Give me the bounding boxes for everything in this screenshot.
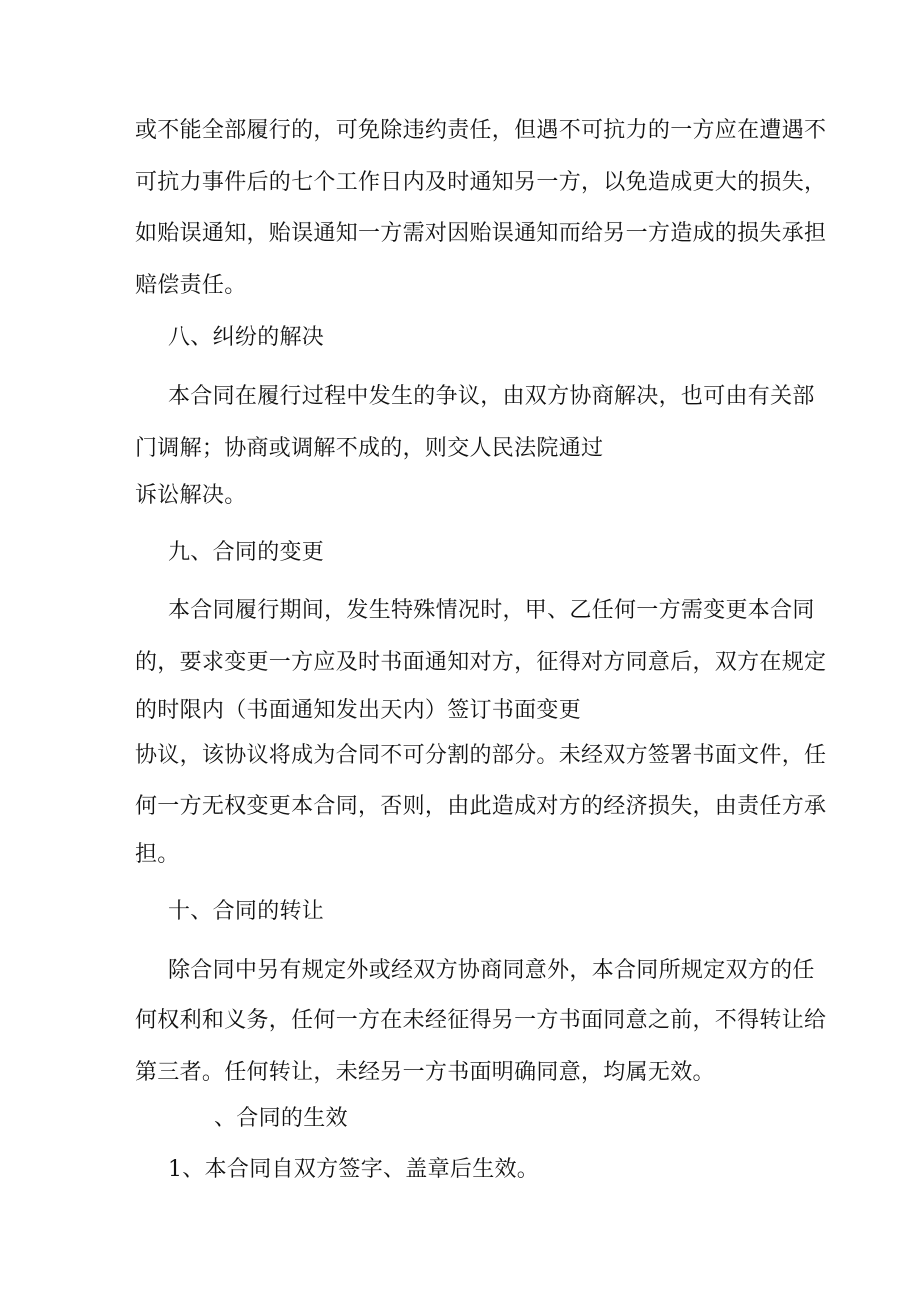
body-text-line: 何权利和义务，任何一方在未经征得另一方书面同意之前，不得转让给 [135,1008,827,1033]
body-text-line: 除合同中另有规定外或经双方协商同意外，本合同所规定双方的任 [168,958,815,983]
body-text-line: 的时限内（书面通知发出天内）签订书面变更 [135,698,582,723]
body-text-line: 或不能全部履行的，可免除违约责任，但遇不可抗力的一方应在遭遇不 [135,118,827,143]
body-text-line: 本合同在履行过程中发生的争议，由双方协商解决，也可由有关部 [168,384,815,409]
body-text-line: 可抗力事件后的七个工作日内及时通知另一方，以免造成更大的损失， [135,170,827,195]
body-text-line: 赔偿责任。 [135,273,247,298]
body-text-line: 如贻误通知，贻误通知一方需对因贻误通知而给另一方造成的损失承担 [135,221,827,246]
body-text-line: 协议，该协议将成为合同不可分割的部分。未经双方签署书面文件，任 [135,743,827,768]
section-heading: 八、纠纷的解决 [168,325,325,350]
body-text-line: 门调解；协商或调解不成的，则交人民法院通过 [135,436,604,461]
body-text-line: 本合同履行期间，发生特殊情况时，甲、乙任何一方需变更本合同 [168,598,815,623]
body-text-line: 诉讼解决。 [135,483,247,508]
body-text-line: 何一方无权变更本合同，否则，由此造成对方的经济损失，由责任方承 [135,794,827,819]
body-text-line: 的，要求变更一方应及时书面通知对方，征得对方同意后，双方在规定 [135,650,827,675]
section-heading: 、合同的生效 [214,1106,348,1131]
body-text-line: 担。 [135,842,180,867]
section-heading: 九、合同的变更 [168,540,325,565]
section-heading: 十、合同的转让 [168,899,325,924]
body-text-line: 1、本合同自双方签字、盖章后生效。 [168,1157,540,1182]
body-text-line: 第三者。任何转让，未经另一方书面明确同意，均属无效。 [135,1060,715,1085]
